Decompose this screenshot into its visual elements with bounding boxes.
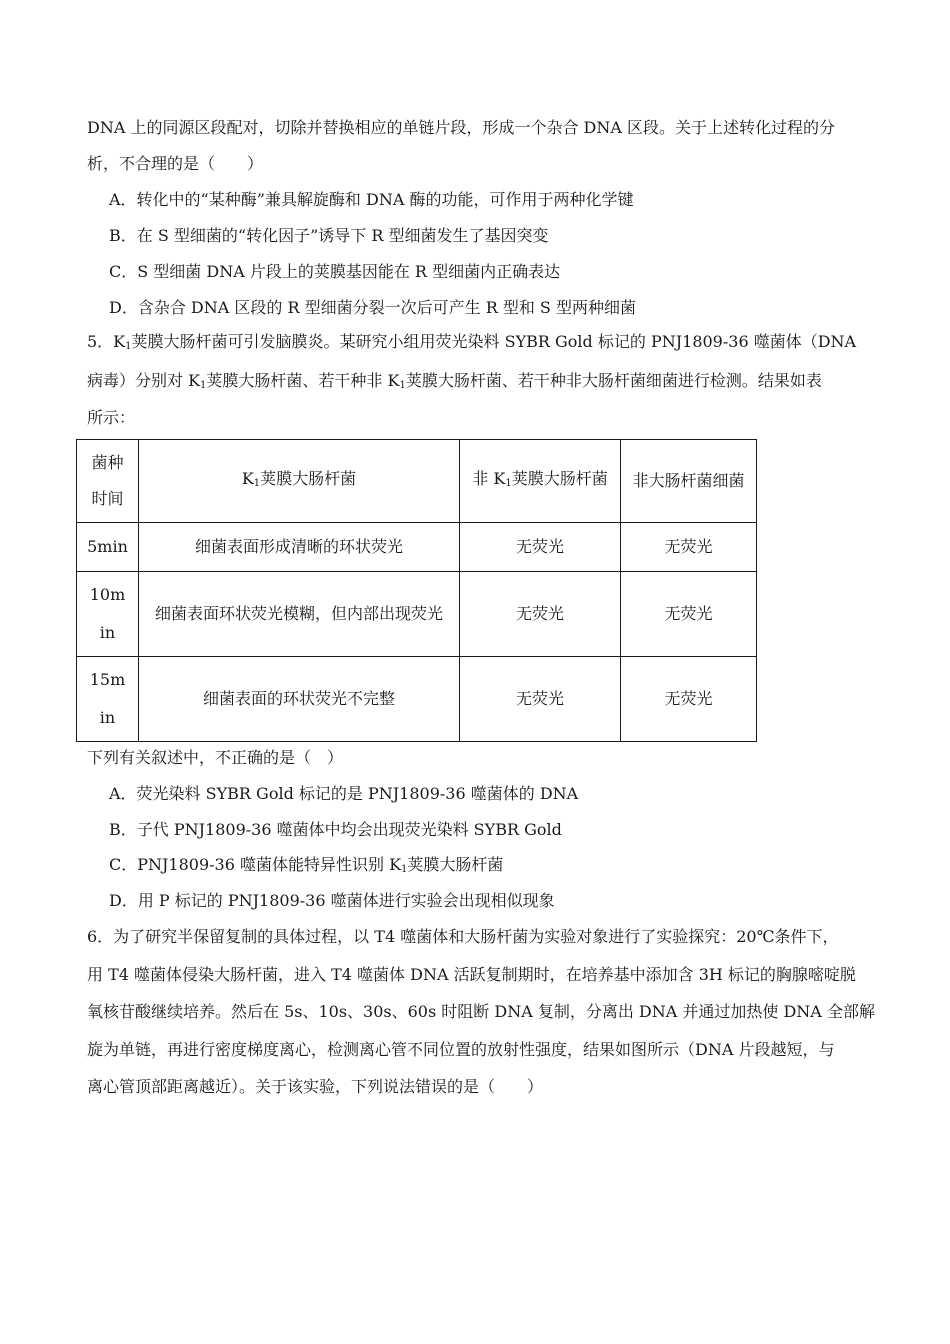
option-d: D．用 P 标记的 PNJ1809-36 噬菌体进行实验会出现相似现象 [109, 891, 555, 910]
subscript: 1 [399, 380, 406, 391]
question-6-line: 旋为单链，再进行密度梯度离心，检测离心管不同位置的放射性强度，结果如图所示（DNA 片段越短，与 [87, 1040, 835, 1059]
option-a: A．荧光染料 SYBR Gold 标记的是 PNJ1809-36 噬菌体的 DNA [109, 784, 579, 803]
table-cell: 细菌表面环状荧光模糊，但内部出现荧光 [139, 572, 460, 657]
paragraph-line: 析，不合理的是（ ） [87, 154, 264, 173]
text: 5．K [87, 332, 126, 351]
option-b: B．在 S 型细菌的“转化因子”诱导下 R 型细菌发生了基因突变 [109, 226, 549, 245]
table-cell: 无荧光 [621, 657, 757, 742]
question-6-line: 用 T4 噬菌体侵染大肠杆菌，进入 T4 噬菌体 DNA 活跃复制期时，在培养基中添加含 3H 标记的胸腺嘧啶脱 [87, 965, 856, 984]
time-text: 15min [89, 670, 126, 727]
question-5-line: 所示： [87, 408, 136, 427]
question-5-line [87, 369, 822, 393]
option-c [109, 853, 503, 877]
column-header [139, 440, 460, 523]
option-d: D．含杂合 DNA 区段的 R 型细菌分裂一次后可产生 R 型和 S 型两种细菌 [109, 298, 636, 317]
text: 非 K [472, 468, 506, 488]
question-6-line: 氧核苷酸继续培养。然后在 5s、10s、30s、60s 时阻断 DNA 复制，分离出 DNA 并通过加热使 DNA 全部解 [87, 1002, 875, 1021]
results-table [76, 439, 757, 742]
table-row [77, 523, 757, 572]
table-cell: 无荧光 [460, 657, 621, 742]
paragraph-line: DNA 上的同源区段配对，切除并替换相应的单链片段，形成一个杂合 DNA 区段。关于上述转化过程的分 [87, 118, 836, 137]
question-6-line: 离心管顶部距离越近）。关于该实验，下列说法错误的是（ ） [87, 1077, 544, 1096]
text: 荚膜大肠杆菌 [407, 855, 504, 874]
text: C．PNJ1809-36 噬菌体能特异性识别 K [109, 855, 402, 874]
table-header-row [77, 440, 757, 523]
table-row [77, 657, 757, 742]
table-cell: 无荧光 [460, 523, 621, 572]
subscript: 1 [505, 477, 512, 489]
text: 荚膜大肠杆菌、若干种非 K [206, 371, 400, 390]
corner-cell [77, 440, 139, 523]
text: 病毒）分别对 K [87, 371, 201, 390]
text: K [241, 468, 254, 488]
option-a: A．转化中的“某种酶”兼具解旋酶和 DNA 酶的功能，可作用于两种化学键 [109, 190, 634, 209]
subscript: 1 [125, 341, 132, 352]
text: 荚膜大肠杆菌 [260, 468, 357, 488]
table-cell: 细菌表面形成清晰的环状荧光 [139, 523, 460, 572]
question-5-stem: 下列有关叙述中，不正确的是（ ） [87, 748, 344, 767]
subscript: 1 [253, 477, 261, 489]
time-cell: 5min [77, 523, 139, 572]
table-cell: 无荧光 [621, 572, 757, 657]
table-cell: 无荧光 [460, 572, 621, 657]
column-header [460, 440, 621, 523]
option-c: C．S 型细菌 DNA 片段上的荚膜基因能在 R 型细菌内正确表达 [109, 262, 561, 281]
question-6-line: 6．为了研究半保留复制的具体过程，以 T4 噬菌体和大肠杆菌为实验对象进行了实验探究：20℃条件下， [87, 927, 839, 946]
text: 荚膜大肠杆菌、若干种非大肠杆菌细菌进行检测。结果如表 [405, 371, 822, 390]
option-b: B．子代 PNJ1809-36 噬菌体中均会出现荧光染料 SYBR Gold [109, 820, 562, 839]
table-row [77, 572, 757, 657]
text: 荚膜大肠杆菌可引发脑膜炎。某研究小组用荧光染料 SYBR Gold 标记的 PNJ1809-36 噬菌体（DNA [131, 332, 857, 351]
subscript: 1 [401, 864, 408, 875]
text: 荚膜大肠杆菌 [511, 468, 608, 488]
column-header: 非大肠杆菌细菌 [621, 440, 757, 523]
time-text: 10min [89, 585, 126, 642]
subscript: 1 [200, 380, 207, 391]
corner-top: 菌种 [91, 453, 124, 472]
table-cell: 无荧光 [621, 523, 757, 572]
time-cell [77, 657, 139, 742]
question-5-line [87, 330, 856, 354]
time-cell [77, 572, 139, 657]
corner-bottom: 时间 [91, 489, 124, 508]
table-cell: 细菌表面的环状荧光不完整 [139, 657, 460, 742]
